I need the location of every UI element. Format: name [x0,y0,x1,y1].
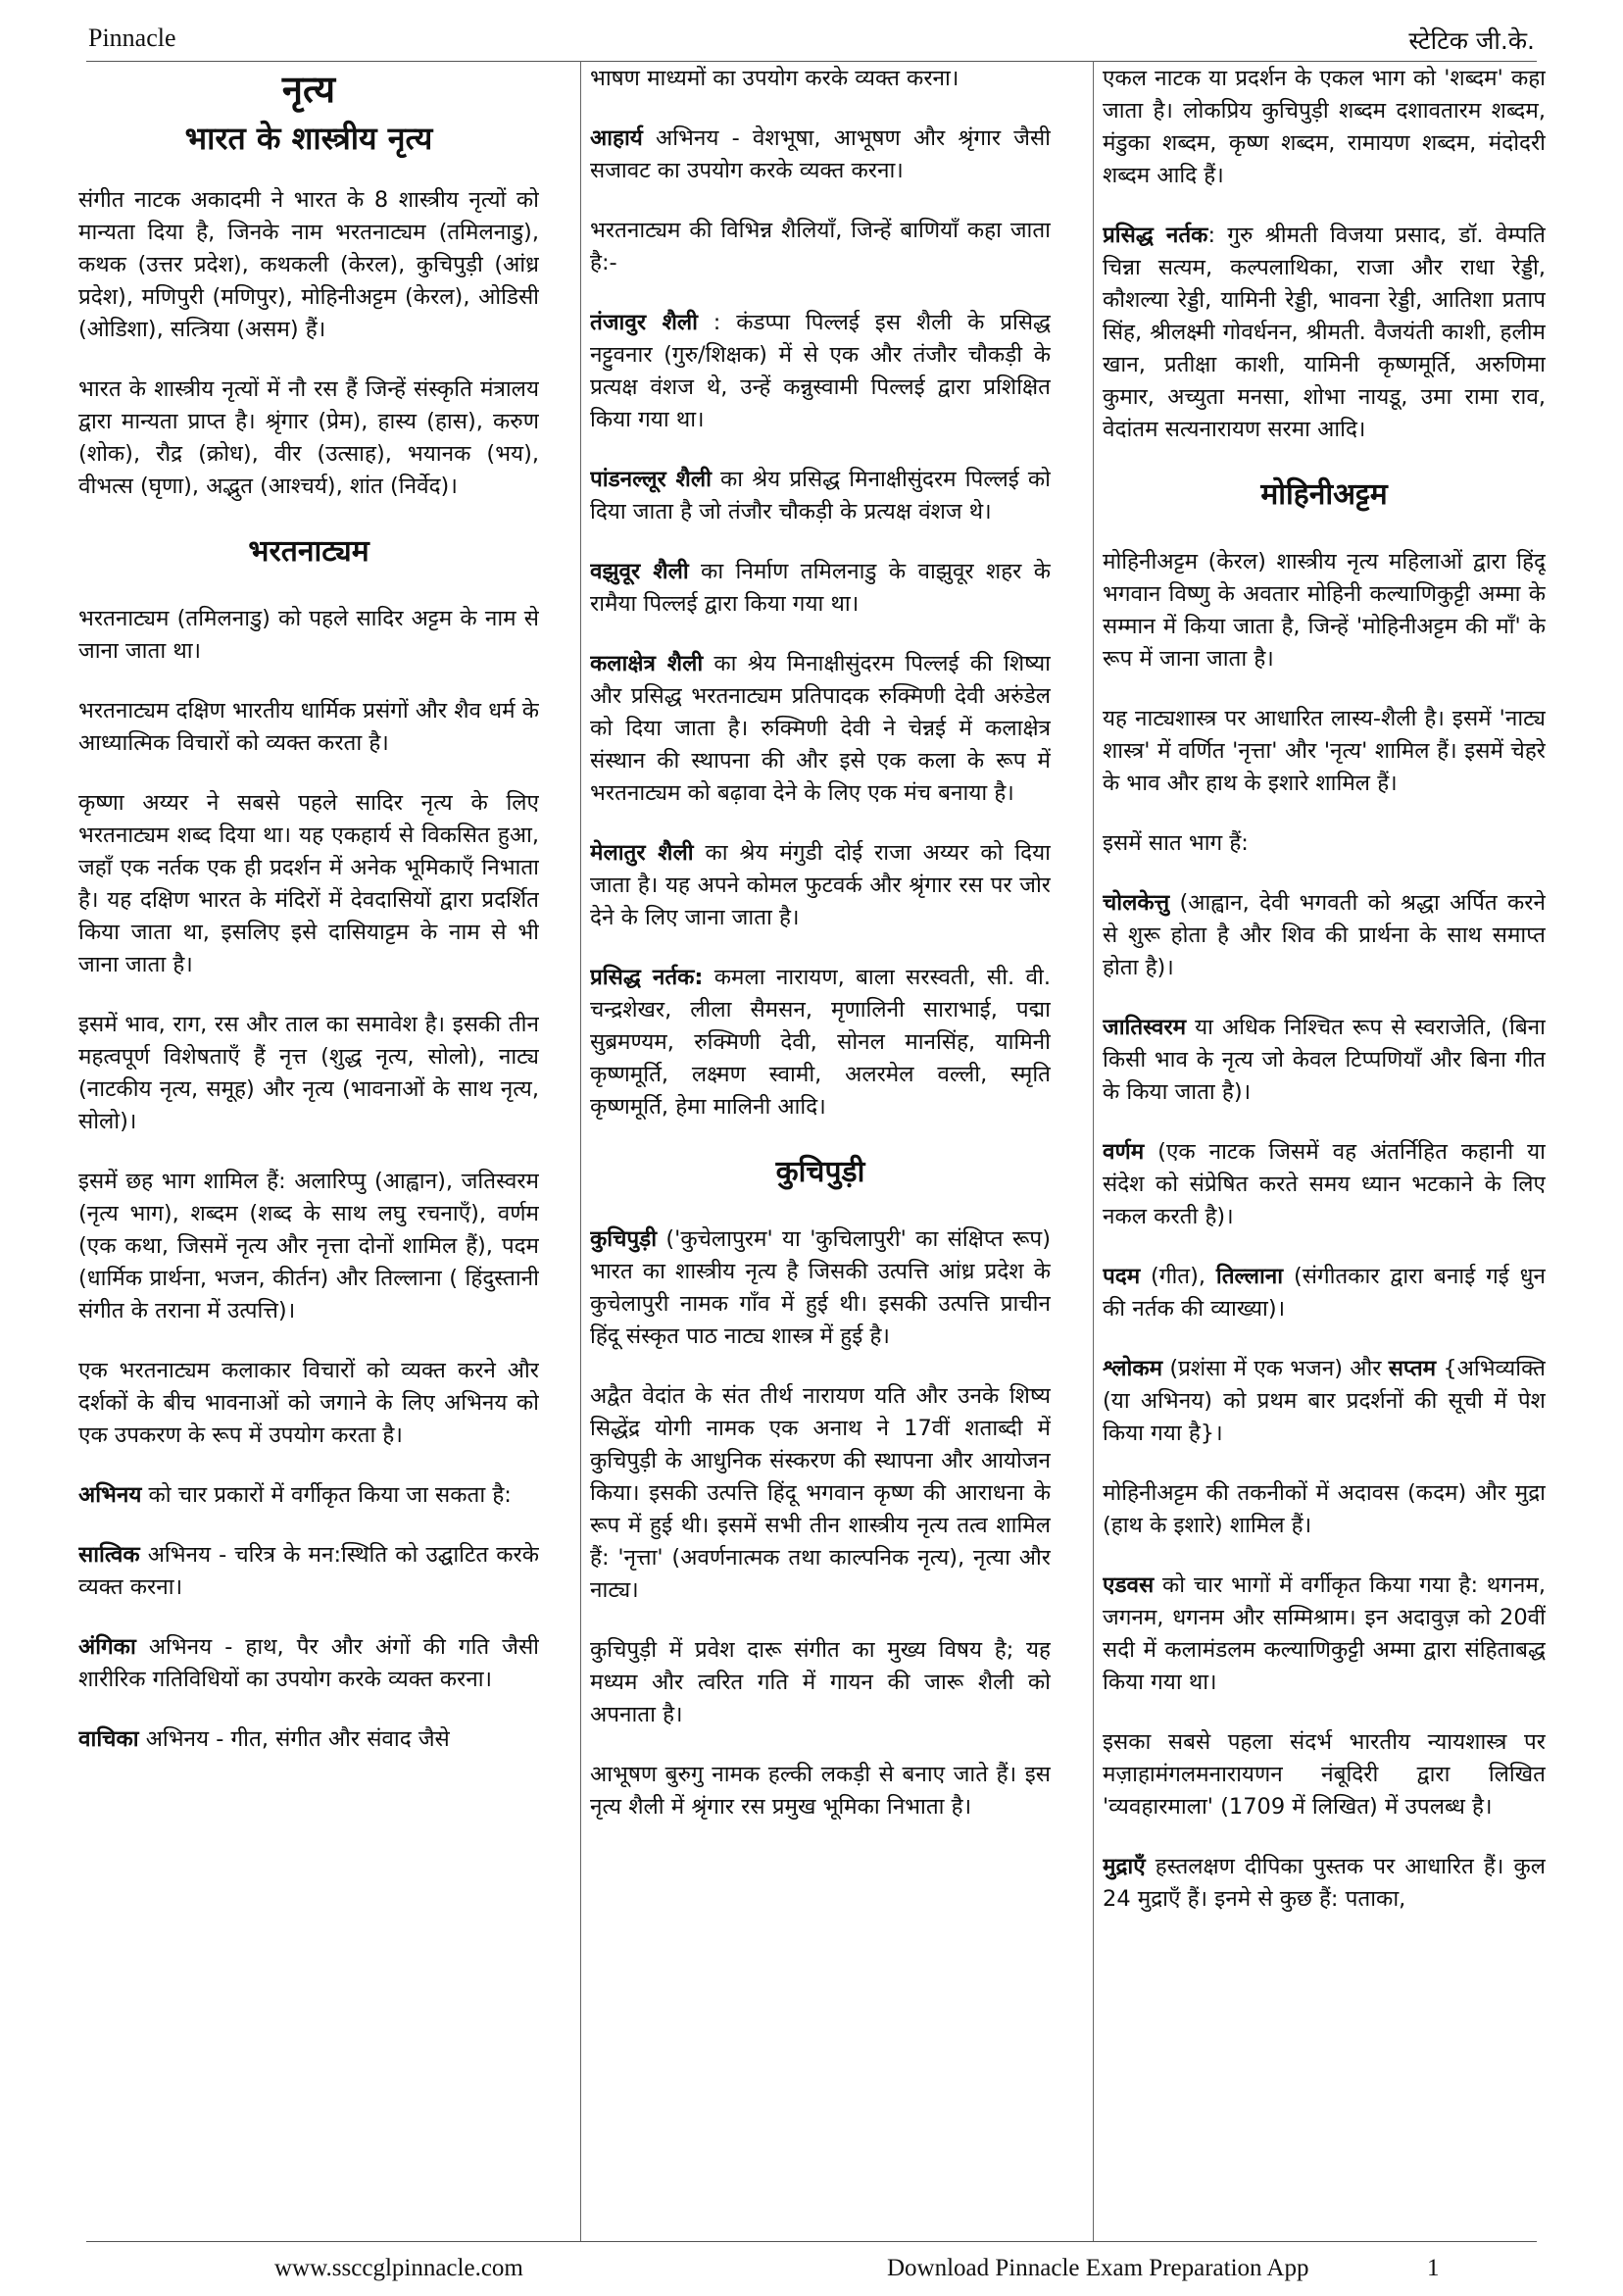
text: का श्रेय प्रसिद्ध मिनाक्षीसुंदरम पिल्लई को दिया जाता है जो तंजौर चौकड़ी के प्रत्यक्ष वंशज थे। [590,467,1051,524]
paragraph: यह नाट्यशास्त्र पर आधारित लास्य-शैली है। इसमें 'नाट्य शास्त्र' में वर्णित 'नृत्ता' और 'नृत्य' शामिल हैं। इसमें चेहरे के भाव और हाथ के इशारे शामिल हैं। [1103,706,1546,796]
paragraph: भरतनाट्यम दक्षिण भारतीय धार्मिक प्रसंगों और शैव धर्म के आध्यात्मिक विचारों को व्यक्त करता है। [78,698,539,756]
paragraph: इसमें छह भाग शामिल हैं: अलारिप्पु (आह्वान), जतिस्वरम (नृत्य भाग), शब्दम (शब्द के साथ लघु रचनाएँ), वर्णम (एक कथा, जिसमें नृत्य और नृत्ता दोनों शामिल हैं), पदम (धार्मिक प्रार्थना, भजन, कीर्तन) और तिल्लाना ( हिंदुस्तानी संगीत के तराना में उत्पत्ति)। [78,1169,539,1323]
text: (प्रशंसा में एक भजन) और [1162,1356,1389,1381]
term: तंजावुर शैली [590,310,698,335]
text: ('कुचेलापुरम' या 'कुचिलापुरी' का संक्षिप्त रूप) भारत का शास्त्रीय नृत्य है जिसकी उत्पत्ति आंध्र प्रदेश के कुचेलापुरी नामक गाँव में हुई थी। इसकी उत्पत्ति प्राचीन हिंदू संस्कृत पाठ नाट्य शास्त्र में हुई है। [590,1226,1051,1349]
paragraph: आभूषण बुरुगु नामक हल्की लकड़ी से बनाए जाते हैं। इस नृत्य शैली में श्रृंगार रस प्रमुख भूमिका निभाता है। [590,1762,1051,1820]
paragraph [590,1223,1051,1353]
term: वाचिका [78,1726,139,1752]
term: मुद्राएँ [1103,1854,1146,1879]
text: {अभिव्यक्ति (या अभिनय) को प्रथम बार प्रदर्शनों की सूची में पेश किया गया है}। [1103,1356,1546,1446]
section-title: भारत के शास्त्रीय नृत्य [184,120,433,157]
paragraph: कृष्णा अय्यर ने सबसे पहले सादिर नृत्य के लिए भरतनाट्यम शब्द दिया था। यह एकहार्य से विकसित हुआ, जहाँ एक नर्तक एक ही प्रदर्शन में अनेक भूमिकाएँ निभाता है। यह दक्षिण भारत के मंदिरों में देवदासियों द्वारा प्रदर्शित किया जाता था, इसलिए इसे दासियाट्टम के नाम से भी जाना जाता है। [78,790,539,977]
header-section: स्टेटिक जी.के. [1408,26,1535,55]
page-number: 1 [1427,2255,1440,2281]
paragraph [1103,1136,1546,1233]
footer-divider [86,2241,1537,2242]
paragraph [1103,1353,1546,1450]
column-divider-1 [580,61,581,2241]
term: पांडनल्लूर शैली [590,467,712,492]
paragraph: भाषण माध्यमों का उपयोग करके व्यक्त करना। [590,66,959,91]
term: प्रसिद्ध नर्तक [1103,223,1208,248]
term: वर्णम [1103,1139,1145,1165]
term: एडवस [1103,1572,1155,1598]
term: अभिनय [78,1482,142,1508]
term: कलाक्षेत्र शैली [590,651,704,676]
paragraph [78,1631,539,1696]
paragraph: मोहिनीअट्टम (केरल) शास्त्रीय नृत्य महिलाओं द्वारा हिंदू भगवान विष्णु के अवतार मोहिनी कल्याणिकुट्टी अम्मा के सम्मान में किया जाता है, जिन्हें 'मोहिनीअट्टम की माँ' के रूप में जाना जाता है। [1103,549,1546,672]
heading-kuchipudi: कुचिपुड़ी [775,1155,865,1189]
paragraph: संगीत नाटक अकादमी ने भारत के 8 शास्त्रीय नृत्यों को मान्यता दिया है, जिनके नाम भरतनाट्यम (तमिलनाडु), कथक (उत्तर प्रदेश), कथकली (केरल), कुचिपुड़ी (आंध्र प्रदेश), मणिपुरी (मणिपुर), मोहिनीअट्टम (केरल), ओडिसी (ओडिशा), सत्त्रिया (असम) हैं। [78,187,539,342]
term: श्लोकम [1103,1356,1163,1381]
paragraph [1103,220,1546,446]
text: को चार प्रकारों में वर्गीकृत किया जा सकता है: [141,1482,512,1508]
text: : गुरु श्रीमती विजया प्रसाद, डॉ. वेम्पति चिन्ना सत्यम, कल्पलाथिका, राजा और राधा रेड्डी, कौशल्या रेड्डी, यामिनी रेड्डी, भावना रेड्डी, आतिशा प्रताप सिंह, श्रीलक्ष्मी गोवर्धनन, श्रीमती. वैजयंती काशी, हलीम खान, प्रतीक्षा काशी, यामिनी कृष्णमूर्ति, अरुणिमा कुमार, अच्युता मनसा, शोभा नायडू, उमा रामा राव, वेदांतम सत्यनारायण सरमा आदि। [1103,223,1546,442]
paragraph [1103,1570,1546,1699]
column-2 [590,63,1051,2239]
term: जातिस्वरम [1103,1015,1187,1040]
text: हस्तलक्षण दीपिका पुस्तक पर आधारित हैं। कुल 24 मुद्राएँ हैं। इनमे से कुछ हैं: पताका, [1103,1854,1546,1912]
term: पदम [1103,1264,1141,1289]
paragraph [78,1539,539,1604]
paragraph [590,648,1051,810]
text: का निर्माण तमिलनाडु के वाझुवूर शहर के रामैया पिल्लई द्वारा किया गया था। [590,559,1051,617]
footer-website-link[interactable]: www.ssccglpinnacle.com [274,2255,523,2281]
header-brand: Pinnacle [88,24,176,52]
term: वझुवूर शैली [590,559,689,584]
column-1 [78,63,539,2239]
paragraph [1103,1012,1546,1109]
text: (गीत), [1140,1264,1216,1289]
paragraph [1103,1851,1546,1916]
paragraph [78,1723,539,1756]
header-divider [86,61,1537,62]
text: : कंडप्पा पिल्लई इस शैली के प्रसिद्ध नट्टुवनार (गुरु/शिक्षक) में से एक और तंजौर चौकड़ी के प्रत्यक्ष वंशज थे, उन्हें कन्नुस्वामी पिल्लई द्वारा प्रशिक्षित किया गया था। [590,310,1051,432]
column-divider-2 [1093,61,1094,2241]
paragraph [1103,887,1546,984]
term: प्रसिद्ध नर्तक: [590,965,704,990]
term: आहार्य [590,125,643,151]
text: अभिनय - चरित्र के मन:स्थिति को उद्घाटित करके व्यक्त करना। [78,1542,539,1600]
heading-bharatanatyam: भरतनाट्यम [248,534,369,569]
paragraph [590,123,1051,187]
text: का श्रेय मंगुडी दोई राजा अय्यर को दिया जाता है। यह अपने कोमल फुटवर्क और श्रृंगार रस पर जोर देने के लिए जाना जाता है। [590,840,1051,930]
text: (एक नाटक जिसमें वह अंतर्निहित कहानी या संदेश को संप्रेषित करते समय ध्यान भटकाने के लिए नकल करती है)। [1103,1139,1546,1229]
paragraph: एकल नाटक या प्रदर्शन के एकल भाग को 'शब्दम' कहा जाता है। लोकप्रिय कुचिपुड़ी शब्दम दशावतारम शब्दम, मंडुका शब्दम, कृष्ण शब्दम, रामायण शब्दम, मंदोदरी शब्दम आदि हैं। [1103,66,1546,188]
term: चोलकेत्तु [1103,890,1170,916]
term: सप्तम [1388,1356,1437,1381]
paragraph [590,556,1051,621]
paragraph: अद्वैत वेदांत के संत तीर्थ नारायण यति और उनके शिष्य सिद्धेंद्र योगी नामक एक अनाथ ने 17वीं शताब्दी में कुचिपुड़ी के आधुनिक संस्करण की स्थापना और आयोजन किया। इसकी उत्पत्ति हिंदू भगवान कृष्ण की आराधना के रूप में हुई थी। इसमें सभी तीन शास्त्रीय नृत्य तत्व शामिल हैं: 'नृत्ता' (अवर्णनात्मक तथा काल्पनिक नृत्य), नृत्या और नाट्य। [590,1383,1051,1603]
paragraph [590,464,1051,528]
text: कमला नारायण, बाला सरस्वती, सी. वी. चन्द्रशेखर, लीला सैमसन, मृणालिनी साराभाई, पद्मा सुब्रमण्यम, रुक्मिणी देवी, सोनल मानसिंह, यामिनी कृष्णमूर्ति, लक्ष्मण स्वामी, अलरमेल वल्ली, स्मृति कृष्णमूर्ति, हेमा मालिनी आदि। [590,965,1051,1120]
paragraph: एक भरतनाट्यम कलाकार विचारों को व्यक्त करने और दर्शकों के बीच भावनाओं को जगाने के लिए अभिनय को एक उपकरण के रूप में उपयोग करता है। [78,1358,539,1448]
paragraph [78,1479,539,1512]
paragraph: भरतनाट्यम की विभिन्न शैलियाँ, जिन्हें बाणियाँ कहा जाता है:- [590,218,1051,275]
text: अभिनय - हाथ, पैर और अंगों की गति जैसी शारीरिक गतिविधियों का उपयोग करके व्यक्त करना। [78,1634,539,1692]
paragraph [590,962,1051,1123]
text: (संगीतकार द्वारा बनाई गई धुन की नर्तक की व्याख्या)। [1103,1264,1546,1322]
page-title: नृत्य [281,68,336,111]
text: या अधिक निश्चित रूप से स्वराजेति, (बिना किसी भाव के नृत्य जो केवल टिप्पणियाँ और बिना गीत के किया जाता है)। [1103,1015,1546,1105]
term: कुचिपुड़ी [590,1226,658,1252]
paragraph [1103,1261,1546,1325]
paragraph: मोहिनीअट्टम की तकनीकों में अदावस (कदम) और मुद्रा (हाथ के इशारे) शामिल हैं। [1103,1480,1546,1538]
paragraph: भरतनाट्यम (तमिलनाडु) को पहले सादिर अट्टम के नाम से जाना जाता था। [78,606,539,664]
column-3 [1103,63,1546,2239]
term: मेलातुर शैली [590,840,694,866]
term: सात्विक [78,1542,140,1568]
term: अंगिका [78,1634,136,1660]
text: अभिनय - गीत, संगीत और संवाद जैसे [138,1726,450,1752]
heading-mohiniattam: मोहिनीअट्टम [1260,477,1388,512]
text: अभिनय - वेशभूषा, आभूषण और श्रृंगार जैसी सजावट का उपयोग करके व्यक्त करना। [590,125,1051,183]
paragraph [590,307,1051,436]
paragraph: इसमें भाव, राग, रस और ताल का समावेश है। इसकी तीन महत्वपूर्ण विशेषताएँ हैं नृत्त (शुद्ध नृत्य, सोलो), नाट्य (नाटकीय नृत्य, समूह) और नृत्य (भावनाओं के साथ नृत्य, सोलो)। [78,1012,539,1134]
term: तिल्लाना [1215,1264,1284,1289]
text: (आह्वान, देवी भगवती को श्रद्धा अर्पित करने से शुरू होता है और शिव की प्रार्थना के साथ समाप्त होता है)। [1103,890,1546,980]
footer-app-promo: Download Pinnacle Exam Preparation App [887,2255,1309,2281]
paragraph: भारत के शास्त्रीय नृत्यों में नौ रस हैं जिन्हें संस्कृति मंत्रालय द्वारा मान्यता प्राप्त है। श्रृंगार (प्रेम), हास्य (हास), करुण (शोक), रौद्र (क्रोध), वीर (उत्साह), भयानक (भय), वीभत्स (घृणा), अद्भुत (आश्चर्य), शांत (निर्वेद)। [78,376,539,499]
paragraph [590,837,1051,934]
text: का श्रेय मिनाक्षीसुंदरम पिल्लई की शिष्या और प्रसिद्ध भरतनाट्यम प्रतिपादक रुक्मिणी देवी अरुंडेल को दिया जाता है। रुक्मिणी देवी ने चेन्नई में कलाक्षेत्र संस्थान की स्थापना की और इसे एक कला के रूप में भरतनाट्यम को बढ़ावा देने के लिए एक मंच बनाया है। [590,651,1051,806]
paragraph: इसमें सात भाग हैं: [1103,830,1249,856]
text: को चार भागों में वर्गीकृत किया गया है: थगनम, जगनम, धगनम और सम्मिश्राम। इन अदावुज़ को 20वीं सदी में कलामंडलम कल्याणिकुट्टी अम्मा द्वारा संहिताबद्ध किया गया था। [1103,1572,1546,1695]
paragraph: इसका सबसे पहला संदर्भ भारतीय न्यायशास्त्र पर मज़ाहामंगलमनारायणन नंबूदिरी द्वारा लिखित 'व्यवहारमाला' (1709 में लिखित) में उपलब्ध है। [1103,1729,1546,1820]
paragraph: कुचिपुड़ी में प्रवेश दारू संगीत का मुख्य विषय है; यह मध्यम और त्वरित गति में गायन की जारू शैली को अपनाता है। [590,1637,1051,1727]
